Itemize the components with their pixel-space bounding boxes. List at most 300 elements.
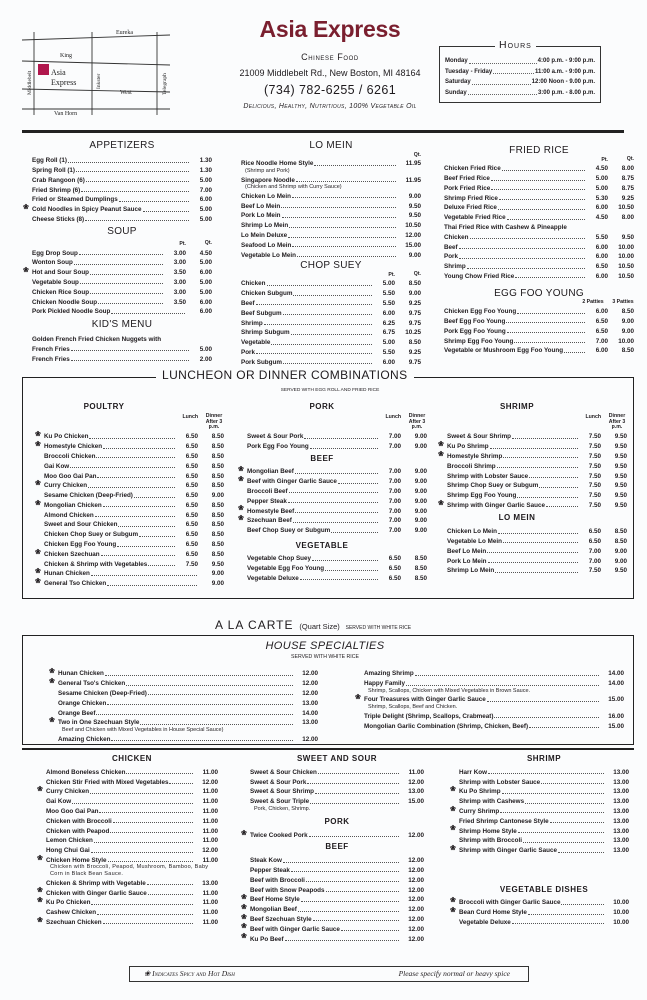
menu-item-price-small: 3.00 xyxy=(173,279,186,287)
menu-item xyxy=(32,247,212,257)
menu-item xyxy=(238,465,427,476)
dot-leader xyxy=(97,477,175,478)
menu-item-price-large: 8.50 xyxy=(211,452,224,460)
map-street-eureka xyxy=(22,35,170,40)
menu-item-price: 11.95 xyxy=(405,176,421,184)
menu-item-price: 11.00 xyxy=(202,768,218,776)
alc-pork-title: PORK xyxy=(324,817,350,827)
menu-item xyxy=(46,907,218,917)
menu-item-price: 14.00 xyxy=(302,709,318,717)
menu-item xyxy=(447,565,627,575)
map-label-king: King xyxy=(60,53,72,59)
restaurant-address: 21009 Middlebelt Rd., New Boston, MI 48164 xyxy=(239,68,421,78)
combinations-title: LUNCHEON OR DINNER COMBINATIONS xyxy=(156,368,414,382)
menu-item-price-small: 6.50 xyxy=(388,555,401,563)
menu-item-price-small: 7.00 xyxy=(388,433,401,441)
menu-item-price-large: 8.50 xyxy=(621,347,634,355)
menu-item-name: Bean Curd Home Style xyxy=(459,909,527,917)
dot-leader xyxy=(94,842,193,843)
menu-item-price-small: 6.50 xyxy=(588,537,601,545)
menu-item-price-small: 7.50 xyxy=(588,452,601,460)
menu-item-price-large: 9.00 xyxy=(614,547,627,555)
dot-leader xyxy=(490,448,578,449)
menu-item xyxy=(241,317,421,327)
dot-leader xyxy=(331,532,378,533)
menu-item-name: Sweet & Sour Shrimp xyxy=(250,788,315,796)
menu-item-price-small: 7.00 xyxy=(388,468,401,476)
menu-item xyxy=(241,923,424,933)
menu-item xyxy=(44,451,224,461)
menu-item-price-large: 9.00 xyxy=(621,327,634,335)
dot-leader xyxy=(564,352,585,353)
menu-item-name: Sweet & Sour Pork xyxy=(250,778,307,786)
menu-item-price: 12.00 xyxy=(408,866,424,874)
menu-item-price-large: 9.00 xyxy=(408,290,421,298)
menu-item-price-small: 6.50 xyxy=(185,452,198,460)
map-label-west: West xyxy=(120,90,132,96)
dot-leader xyxy=(315,793,399,794)
menu-item-price: 13.00 xyxy=(613,788,629,796)
menu-item xyxy=(241,913,424,924)
dot-leader xyxy=(309,836,399,837)
alc-chicken-section xyxy=(37,754,218,926)
menu-item-price: 16.00 xyxy=(608,712,624,720)
menu-item-price-small: 5.00 xyxy=(595,184,608,192)
dot-leader xyxy=(71,350,189,351)
menu-item xyxy=(46,845,218,855)
combo-pork-list xyxy=(247,431,427,451)
menu-item-name: Almond Boneless Chicken xyxy=(46,768,126,776)
hours-day: Sunday xyxy=(445,89,467,96)
hours-time: 11:00 a.m. - 9:00 p.m. xyxy=(534,68,595,75)
dot-leader xyxy=(283,862,399,863)
combo-shrimp-title: SHRIMP xyxy=(499,402,535,411)
menu-item-name: Chicken Egg Foo Young xyxy=(444,308,517,316)
menu-item-price-large: 9.50 xyxy=(614,452,627,460)
menu-item xyxy=(35,568,224,578)
chop-suey-columns: Pt. Qt. xyxy=(388,270,421,278)
menu-item-price-large: 9.50 xyxy=(614,443,627,451)
dot-leader xyxy=(517,313,585,314)
menu-item-name: Wonton Soup xyxy=(32,259,73,267)
menu-item xyxy=(32,174,212,184)
menu-item xyxy=(46,796,218,806)
menu-item xyxy=(450,805,629,816)
menu-item-price-large: 5.00 xyxy=(199,288,212,296)
menu-item-name: Twice Cooked Pork xyxy=(250,831,308,839)
combo-poultry-section xyxy=(35,402,224,588)
menu-item-price-large: 9.00 xyxy=(621,317,634,325)
menu-item-price-large: 9.50 xyxy=(621,233,634,241)
menu-item-name: Beef Egg Foo Young xyxy=(444,317,506,325)
combo-poultry-columns: Lunch Dinner After 3 p.m. xyxy=(182,413,223,431)
menu-item-price-small: 7.00 xyxy=(388,497,401,505)
menu-item-name: Chicken & Shrimp with Vegetable xyxy=(46,879,146,887)
dot-leader xyxy=(515,277,585,278)
menu-item-price-large: 8.50 xyxy=(621,308,634,316)
pepper-icon: ❀ xyxy=(35,568,41,576)
pepper-icon: ❀ xyxy=(144,968,151,978)
dot-leader xyxy=(101,555,175,556)
menu-item-name: Chicken Noodle Soup xyxy=(32,298,98,306)
combinations-subtitle: SERVED WITH EGG ROLL AND FRIED RICE xyxy=(280,388,380,393)
menu-item-name: Pork xyxy=(241,348,255,356)
menu-item-name: Shrimp Chop Suey or Subgum xyxy=(447,482,539,490)
dot-leader xyxy=(90,793,193,794)
menu-item-name: Chicken Szechuan xyxy=(44,550,100,558)
pepper-icon: ❀ xyxy=(49,668,55,675)
menu-item-price: 12.00 xyxy=(408,886,424,894)
menu-item-name: Beef Fried Rice xyxy=(444,175,490,183)
menu-item-price-large: 9.50 xyxy=(614,567,627,575)
menu-item xyxy=(444,173,634,183)
menu-item-price-small: 7.50 xyxy=(588,462,601,470)
menu-item-price-large: 8.00 xyxy=(621,214,634,222)
menu-item xyxy=(247,441,427,451)
menu-item-price: 11.95 xyxy=(405,160,421,168)
menu-item xyxy=(44,460,224,470)
menu-item xyxy=(241,278,421,288)
pepper-icon: ❀ xyxy=(49,716,55,724)
spicy-legend xyxy=(129,966,529,982)
menu-item-name: Beef Subgum xyxy=(241,309,282,317)
menu-item-price-small: 7.00 xyxy=(388,517,401,525)
menu-item-name: Steak Kow xyxy=(250,857,282,865)
menu-item-price-small: 7.00 xyxy=(388,443,401,451)
menu-item-name: Vegetable Chop Suey xyxy=(247,555,312,563)
dot-leader xyxy=(498,533,578,534)
menu-item-price-large: 9.25 xyxy=(408,299,421,307)
dot-leader xyxy=(256,304,372,305)
menu-item xyxy=(250,855,424,865)
menu-item xyxy=(44,470,224,480)
hours-row xyxy=(445,56,595,67)
menu-item xyxy=(44,490,224,500)
menu-item-price-large: 4.50 xyxy=(199,249,212,257)
menu-item-name: Vegetable Soup xyxy=(32,279,79,287)
menu-item-price-large: 9.50 xyxy=(614,482,627,490)
menu-item-price-large: 9.00 xyxy=(414,443,427,451)
pepper-icon: ❀ xyxy=(450,786,456,794)
menu-item xyxy=(35,577,224,588)
dot-leader xyxy=(289,227,396,228)
menu-item xyxy=(37,854,218,865)
menu-item xyxy=(46,877,218,887)
menu-item-name: Mongolian Beef xyxy=(247,468,294,476)
menu-item-price-small: 6.50 xyxy=(185,521,198,529)
hours-day: Saturday xyxy=(445,79,471,85)
dot-leader xyxy=(91,575,197,576)
combo-shrimp-list xyxy=(438,431,627,509)
menu-item-name: Beef with Snow Peapods xyxy=(250,886,325,894)
dot-leader xyxy=(281,207,396,208)
menu-item-name: Vegetable Deluxe xyxy=(247,574,299,582)
dot-leader xyxy=(293,295,372,296)
menu-item-price-small: 6.00 xyxy=(595,308,608,316)
combo-beef-title: BEEF xyxy=(310,453,334,463)
menu-item xyxy=(459,835,629,845)
soup-columns: Pt. Qt. xyxy=(179,240,212,248)
dot-leader xyxy=(134,497,175,498)
dot-leader xyxy=(99,812,193,813)
pepper-icon: ❀ xyxy=(438,499,444,507)
menu-item-price-small: 3.00 xyxy=(173,249,186,257)
appetizers-section xyxy=(23,140,212,363)
menu-item-price-small: 3.00 xyxy=(173,288,186,296)
house-specialties-left xyxy=(49,668,318,743)
dot-leader xyxy=(297,256,396,257)
dot-leader xyxy=(68,162,189,163)
menu-item-name: Sweet & Sour Pork xyxy=(247,433,304,441)
a-la-carte-size-note: (Quart Size) xyxy=(299,622,340,631)
dot-leader xyxy=(491,189,585,190)
menu-item-name: Mongolian Garlic Combination (Shrimp, Chicken, Beef) xyxy=(364,722,529,730)
dot-leader xyxy=(288,237,396,238)
map-label-middlebelt: Middlebelt xyxy=(27,70,33,95)
menu-item-price-large: 8.00 xyxy=(621,165,634,173)
menu-item-name: Chicken Egg Foo Young xyxy=(44,541,117,549)
menu-item-price: 13.00 xyxy=(613,827,629,835)
menu-item-name: Homestyle Beef xyxy=(247,507,295,515)
dot-leader xyxy=(79,254,163,255)
dot-leader xyxy=(103,506,175,507)
dot-leader xyxy=(313,920,399,921)
dot-leader xyxy=(292,246,396,247)
menu-item xyxy=(247,563,427,573)
combo-pork-columns: Lunch Dinner After 3 p.m. xyxy=(385,413,426,431)
dot-leader xyxy=(312,560,378,561)
menu-item-price-large: 9.50 xyxy=(614,433,627,441)
dot-leader xyxy=(506,322,585,323)
menu-item-price-large: 10.00 xyxy=(618,243,634,251)
menu-item-price-large: 8.50 xyxy=(211,511,224,519)
menu-item xyxy=(37,887,218,897)
menu-item-price-small: 6.50 xyxy=(595,263,608,271)
menu-item xyxy=(444,306,634,316)
dot-leader xyxy=(314,165,396,166)
menu-item xyxy=(444,192,634,202)
menu-item-name: Spring Roll (1) xyxy=(32,166,76,174)
menu-item-name: Shrimp with Cashews xyxy=(459,798,525,806)
menu-item-price: 12.00 xyxy=(408,935,424,943)
menu-item-price: 11.00 xyxy=(202,856,218,864)
pepper-icon: ❀ xyxy=(37,786,43,794)
menu-item-price: 2.00 xyxy=(199,355,212,363)
dot-leader xyxy=(518,832,604,833)
menu-item xyxy=(459,766,629,776)
dot-leader xyxy=(107,704,293,705)
menu-item-name: Seafood Lo Mein xyxy=(241,241,292,249)
menu-item-name: Gai Kow xyxy=(46,798,72,806)
pepper-icon: ❀ xyxy=(37,854,43,862)
dot-leader xyxy=(500,812,604,813)
dot-leader xyxy=(103,448,175,449)
menu-item-name: Shrimp Fried Rice xyxy=(444,194,498,202)
pepper-icon: ❀ xyxy=(35,577,41,585)
menu-item-price-large: 8.50 xyxy=(211,550,224,558)
pepper-icon: ❀ xyxy=(450,906,456,914)
menu-item-name: Pork Egg Foo Young xyxy=(247,443,309,451)
dot-leader xyxy=(517,497,578,498)
menu-item-price: 11.00 xyxy=(202,817,218,825)
hours-list xyxy=(445,56,595,98)
menu-item-price: 12.00 xyxy=(405,232,421,240)
a-la-carte-served-note: SERVED WITH WHITE RICE xyxy=(345,625,412,631)
menu-item-name: Fried Shrimp Cantonese Style xyxy=(459,817,549,825)
menu-item-name: Beef xyxy=(444,243,458,251)
menu-item-price: 13.00 xyxy=(408,788,424,796)
dot-leader xyxy=(291,334,372,335)
menu-item xyxy=(23,266,212,277)
menu-item xyxy=(450,786,629,796)
hours-day: Monday xyxy=(445,58,468,64)
restaurant-phone[interactable]: (734) 782-6255 / 6261 xyxy=(263,83,397,97)
menu-item-name: Chicken & Shrimp with Vegetables xyxy=(44,560,148,568)
pepper-icon: ❀ xyxy=(241,923,247,931)
dot-leader xyxy=(472,77,531,85)
menu-item-name: Crab Rangoon (6) xyxy=(32,176,85,184)
menu-item xyxy=(32,277,212,287)
menu-item-price-small: 6.50 xyxy=(185,433,198,441)
menu-item xyxy=(447,431,627,441)
menu-item-price-large: 8.75 xyxy=(621,184,634,192)
thai-fried-rice-list xyxy=(444,232,634,281)
menu-item xyxy=(444,261,634,271)
menu-item-price: 1.30 xyxy=(199,157,212,165)
menu-item-name: Mongolian Chicken xyxy=(44,501,102,509)
thai-fried-rice-heading: Thai Fried Rice with Cashew & Pineapple xyxy=(444,224,567,232)
combo-lo-mein-title: LO MEIN xyxy=(498,513,536,523)
menu-item-price: 12.00 xyxy=(408,906,424,914)
dot-leader xyxy=(300,579,378,580)
menu-item-description: Chicken with Broccoli, Peapod, Mushroom, Bamboo, Baby Corn in Black Bean Sauce. xyxy=(50,864,209,877)
menu-item-name: Beef xyxy=(241,299,255,307)
dot-leader xyxy=(74,264,163,265)
menu-item-name: Chicken with Ginger Garlic Sauce xyxy=(46,889,147,897)
menu-item-price: 1.30 xyxy=(199,166,212,174)
dot-leader xyxy=(487,552,578,553)
menu-item-price-large: 9.00 xyxy=(614,557,627,565)
menu-item-price-small: 7.00 xyxy=(588,547,601,555)
dot-leader xyxy=(529,727,599,728)
menu-item-price-large: 8.50 xyxy=(211,443,224,451)
menu-item-price: 13.00 xyxy=(613,847,629,855)
alc-vegetable-title: VEGETABLE DISHES xyxy=(499,884,589,894)
menu-item-name: Pork Fried Rice xyxy=(444,184,491,192)
dot-leader xyxy=(119,201,189,202)
menu-item-price-large: 8.50 xyxy=(211,501,224,509)
menu-item-price-small: 6.00 xyxy=(595,243,608,251)
menu-item-name: Broccoli Chicken xyxy=(44,452,96,460)
dot-leader xyxy=(493,67,534,75)
pepper-icon: ❀ xyxy=(450,805,456,813)
dot-leader xyxy=(111,740,293,741)
menu-item-price-large: 8.50 xyxy=(414,565,427,573)
menu-item-name: Beef with Ginger Garlic Sauce xyxy=(250,925,340,933)
hours-box xyxy=(439,39,601,103)
menu-item-name: Chicken Chop Suey or Subgum xyxy=(44,531,139,539)
lo-mein-columns: Qt. xyxy=(413,151,421,158)
menu-item-price-large: 9.00 xyxy=(414,433,427,441)
combo-vegetable-list xyxy=(247,553,427,582)
dot-leader xyxy=(338,483,378,484)
menu-item xyxy=(32,286,212,296)
menu-item-price-small: 5.50 xyxy=(595,233,608,241)
menu-item-price-large: 6.00 xyxy=(199,298,212,306)
menu-item xyxy=(247,495,427,505)
menu-item-name: Chicken Fried Rice xyxy=(444,165,501,173)
menu-item-name: Deluxe Fried Rice xyxy=(444,204,497,212)
dot-leader xyxy=(288,502,378,503)
dot-leader xyxy=(507,219,585,220)
menu-item-name: Hot and Sour Soup xyxy=(32,269,90,277)
dot-leader xyxy=(148,894,193,895)
dot-leader xyxy=(295,512,378,513)
dot-leader xyxy=(256,353,372,354)
menu-item-price-small: 6.50 xyxy=(185,443,198,451)
menu-item-price-large: 5.00 xyxy=(199,259,212,267)
menu-item-price: 15.00 xyxy=(405,241,421,249)
menu-item-price-small: 7.00 xyxy=(388,487,401,495)
menu-item-price-small: 6.50 xyxy=(185,550,198,558)
menu-item-price-small: 5.50 xyxy=(382,290,395,298)
pepper-icon: ❀ xyxy=(35,548,41,556)
pepper-icon: ❀ xyxy=(241,829,247,837)
pepper-icon: ❀ xyxy=(35,499,41,507)
menu-item-price: 12.00 xyxy=(302,689,318,697)
menu-item-price-small: 7.00 xyxy=(588,557,601,565)
menu-item-price-large: 8.50 xyxy=(211,482,224,490)
menu-item-price-small: 5.50 xyxy=(382,299,395,307)
menu-item xyxy=(438,450,627,461)
dot-leader xyxy=(512,923,604,924)
menu-item xyxy=(444,345,634,355)
menu-item-price-small: 4.50 xyxy=(595,214,608,222)
dot-leader xyxy=(467,268,585,269)
menu-item xyxy=(44,519,224,529)
menu-item xyxy=(241,893,424,904)
map-label-eureka: Eureka xyxy=(116,30,133,36)
dot-leader xyxy=(512,438,578,439)
menu-item-name: Young Chow Fried Rice xyxy=(444,273,515,281)
menu-item-name: Vegetable Egg Foo Young xyxy=(247,565,325,573)
menu-item-price: 12.00 xyxy=(202,847,218,855)
dot-leader xyxy=(285,940,399,941)
house-specialties-right xyxy=(355,668,624,730)
combo-vegetable-title: VEGETABLE xyxy=(295,540,349,550)
menu-item-name: Pork Subgum xyxy=(241,358,282,366)
menu-item-price: 12.00 xyxy=(408,896,424,904)
menu-item-description: Beef and Chicken with Mixed Vegetables in House Special Sauce) xyxy=(62,726,224,733)
hours-time: 3:00 p.m. - 8.00 p.m. xyxy=(537,89,595,96)
menu-item xyxy=(37,786,218,796)
menu-item-price-large: 10.00 xyxy=(618,337,634,345)
egg-foo-young-columns: 2 Patties 3 Patties xyxy=(582,299,634,306)
menu-item-price-small: 3.50 xyxy=(173,269,186,277)
menu-item-name: Curry Chicken xyxy=(46,788,90,796)
menu-item-price-large: 8.50 xyxy=(408,339,421,347)
menu-item xyxy=(447,480,627,490)
menu-item-price: 12.00 xyxy=(408,915,424,923)
menu-item xyxy=(355,694,624,704)
alc-beef-title: BEEF xyxy=(325,842,349,852)
menu-item-name: Vegetable Deluxe xyxy=(459,919,511,927)
pepper-icon: ❀ xyxy=(450,844,456,852)
pepper-icon: ❀ xyxy=(241,913,247,921)
dot-leader xyxy=(459,258,585,259)
menu-item-name: General Tso's Chicken xyxy=(58,680,126,688)
menu-item-price-small: 6.50 xyxy=(185,492,198,500)
